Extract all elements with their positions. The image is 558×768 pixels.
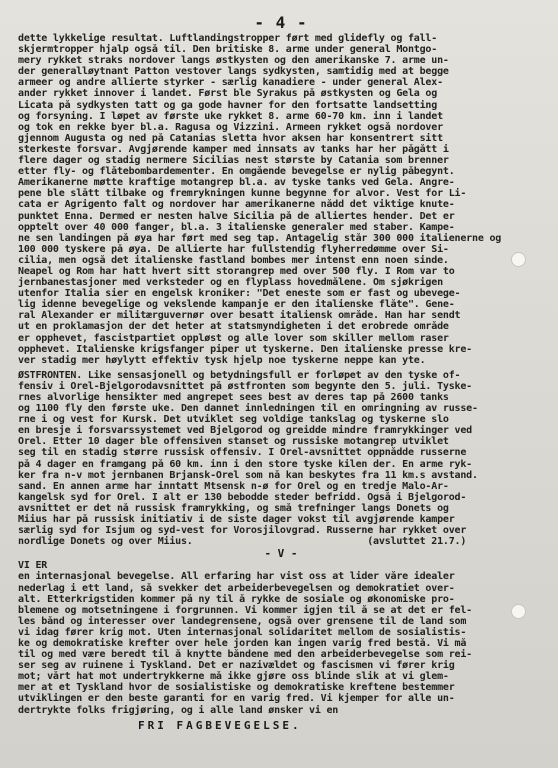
sicily-text-line: 100 000 tyskere på øya. De allierte har fullstendig flyherredømme over Si-	[18, 243, 449, 255]
eastern-front-text-line: nordlige Donets og over Miius. (avsluttet 21.7.)	[18, 536, 467, 548]
sicily-text-line: mery rykket straks nordover langs østkysten og den amerikanske 7. arme un-	[18, 55, 449, 67]
vi-er-text-line: til og med være beredt til å knytte båndene med den arbeiderbevegelse som rei-	[18, 649, 472, 661]
eastern-front-text-line: avsnittet er det nå russisk framrykking, og små trefninger langs Donets og	[18, 502, 449, 514]
vi-er-text-line: les bånd og interesser over landegrensene, også over grensene til de land som	[18, 615, 467, 627]
sicily-text-line: og tok en rekke byer bl.a. Ragusa og Vizzini. Armeen rykket også nordover	[18, 121, 443, 133]
eastern-front-text-line: særlig syd for Isjum og syd-vest for Vorosjilovgrad. Russerne har rykket over	[18, 525, 467, 537]
vi-er-text-line: ke og demokratiske krefter over hele jorden kan ingen varig fred bestå. Vi må	[18, 637, 467, 649]
sicily-text-line: punktet Enna. Dermed er nesten halve Sicilia på de alliertes hender. Det er	[18, 210, 455, 222]
sicily-text-line: Neapel og Rom har hatt hvert sitt storangrep med over 500 fly. I Rom var to	[18, 265, 455, 277]
eastern-front-text-line: fensiv i Orel-Bjelgorodavsnittet på østfronten som begynte den 5. juli. Tyske-	[18, 380, 472, 392]
sicily-text-line: dette lykkelige resultat. Luftlandingstropper ført med glidefly og fall-	[18, 33, 438, 44]
eastern-front-text-line: ker fra n-v mot jernbanen Brjansk-Orel som nå kan beskytes fra 11 km.s avstand.	[18, 469, 478, 481]
sicily-text-line: utenfor Italia sier en engelsk kroniker: "Det eneste som er fast og ubevege-	[18, 288, 461, 300]
vi-er-text-line: mer at et Tyskland hvor de sosialistiske og demokratiske kreftene bestemmer	[18, 682, 455, 694]
sicily-text-line: lig idenne bevegelige og vekslende kampanje er den italienske flåte". Gene-	[18, 299, 455, 311]
sicily-text-line: ver stadig mer høylytt effektiv tysk hjelp noe tyskerne neppe kan yte.	[18, 354, 426, 366]
vi-er-text-line: ser seg av ruinene i Tyskland. Det er nazivældet og fascismen vi fører krig	[18, 660, 455, 672]
sicily-text-line: cata er Agrigento falt og nordover har amerikanerne nådd det viktige knute-	[18, 199, 455, 211]
sicily-text-line: opptelt over 40 000 fanger, bl.a. 3 italienske generaler med staber. Kampe-	[18, 221, 455, 233]
vi-er-text-line: VI ER	[18, 560, 48, 572]
sicily-text-line: jernbanestasjoner med verksteder og en flyplass hovedmålene. Om sjøkrigen	[18, 277, 443, 289]
vi-er-text-line: alt. Etterkrigstiden kommer på ny til å rykke de sosiale og økonomiske pro-	[18, 593, 455, 605]
sicily-text-line: Licata på sydkysten tatt og ga gode havner for den fortsatte landsetting	[18, 99, 438, 111]
sicily-text-line: cilia, men også det italienske fastland bombes mer intenst enn noen sinde.	[18, 254, 449, 266]
sicily-text-line: ne sen landingen på øya har ført med seg tap. Antagelig står 300 000 italienerne og	[18, 232, 502, 244]
eastern-front-text-line: en bresje i forsvarssystemet ved Bjelgorod og greidde mindre framrykkinger ved	[18, 425, 472, 437]
page-number: - 4 -	[254, 13, 308, 32]
eastern-front-text-line: kangelsk syd for Orel. I alt er 130 bebodde steder befridd. Også i Bjelgorod-	[18, 491, 467, 503]
sicily-text-line: sterkeste forsvar. Avgjørende kamper med innsats av tanks har her pågått i	[18, 143, 449, 155]
eastern-front-text-line: Orel. Etter 10 dager ble offensiven stanset og russiske motangrep utviklet	[18, 436, 449, 448]
sicily-text-line: ut en proklamasjon der det heter at statsmyndigheten i det erobrede område	[18, 321, 449, 333]
eastern-front-text-line: sand. En annen arme har inntatt Mtsensk n-ø for Orel og en tredje Malo-Ar-	[18, 480, 449, 492]
vi-er-text-line: en internasjonal bevegelse. All erfaring har vist oss at lider våre idealer	[18, 571, 455, 583]
eastern-front-text-line: og 1100 fly den første uke. Den dannet innledningen til en omringning av russe-	[18, 403, 478, 415]
sicily-text-line: gjennom Augusta og ned på Catanias sletta hvor aksen har konsentrert sitt	[18, 132, 443, 144]
section-eastern-front	[18, 370, 544, 548]
sicily-text-line: og forsyning. I løpet av første uke rykket 8. arme 60-70 km. inn i landet	[18, 110, 443, 122]
eastern-front-text-line: seg til en stadig større russisk offensiv. I Orel-avsnittet oppnådde russerne	[18, 447, 467, 459]
punch-hole	[511, 252, 526, 267]
punch-hole	[511, 604, 526, 619]
section-separator: - V -	[264, 547, 298, 561]
sicily-text-line: armeer og andre allierte styrker - særlig kanadiere - under general Alex-	[18, 77, 443, 89]
sicily-text-line: er opphevet, fascistpartiet oppløst og alle lover som skiller mellom raser	[18, 332, 449, 344]
eastern-front-text-line: rnes alvorlige hensikter med angrepet sees best av deres tap på 2600 tanks	[18, 392, 449, 403]
eastern-front-text-line: Miius har på russisk initiativ i de siste dager vokst til avgjørende kamper	[18, 514, 455, 526]
signature: FRI FAGBEVEGELSE.	[138, 718, 302, 732]
sicily-text-line: Amerikanerne møtte kraftige motangrep bl.a. av tyske tanks ved Gela. Angre-	[18, 177, 455, 189]
section-sicily	[18, 33, 544, 366]
sicily-text-line: flere dager og stadig nermere Sicilias nest største by Catania som brenner	[18, 155, 449, 167]
sicily-text-line: pene ble slått tilbake og fremrykningen kunne begynne for alvor. Vest for Li-	[18, 188, 467, 200]
eastern-front-text-line: på 4 dager en framgang på 60 km. inn i den store tyske kilen der. En arme ryk-	[18, 458, 472, 470]
sicily-text-line: opphevet. Italienske krigsfanger piper ut tyskerne. Den italienske presse kre-	[18, 343, 472, 355]
eastern-front-text-line: rne i og vest for Kursk. Det utviklet seg voldige tankslag og tyskerne slo	[18, 414, 449, 426]
sicily-text-line: der generalløytnant Patton vestover langs sydkysten, samtidig med at begge	[18, 66, 449, 78]
vi-er-text-line: blemene og motsetningene i forgrunnen. Vi kommer igjen til å se at det er fel-	[18, 604, 472, 616]
sicily-text-line: skjermtropper hjalp også til. Den britiske 8. arme under general Montgo-	[18, 44, 438, 56]
vi-er-text-line: nederlag i ett land, så svekker det arbeiderbevegelsen og demokratiet over-	[18, 582, 455, 594]
sicily-text-line: ander rykket innover i landet. Først ble Syrakus på østkysten og Gela og	[18, 88, 438, 100]
eastern-front-text-line: ØSTFRONTEN. Like sensasjonell og betydningsfull er forløpet av den tyske of-	[18, 369, 461, 381]
vi-er-text-line: utviklingen er den beste garanti for en varig fred. Vi kjemper for alle un-	[18, 693, 455, 705]
vi-er-text-line: vi idag fører krig mot. Uten internasjonal solidaritet mellom de sosialistis-	[18, 626, 467, 638]
vi-er-text-line: dertrykte folks frigjøring, og i alle land ønsker vi en	[18, 704, 339, 716]
sicily-text-line: ral Alexander er militærguvernør over besatt italiensk område. Han har sendt	[18, 310, 461, 322]
section-vi-er	[18, 560, 544, 715]
sicily-text-line: etter fly- og flåtebombardementer. En omgående bevegelse er nylig påbegynt.	[18, 166, 455, 178]
vi-er-text-line: mot; vårt hat mot undertrykkerne må ikke gjøre oss blinde slik at vi glem-	[18, 671, 449, 683]
